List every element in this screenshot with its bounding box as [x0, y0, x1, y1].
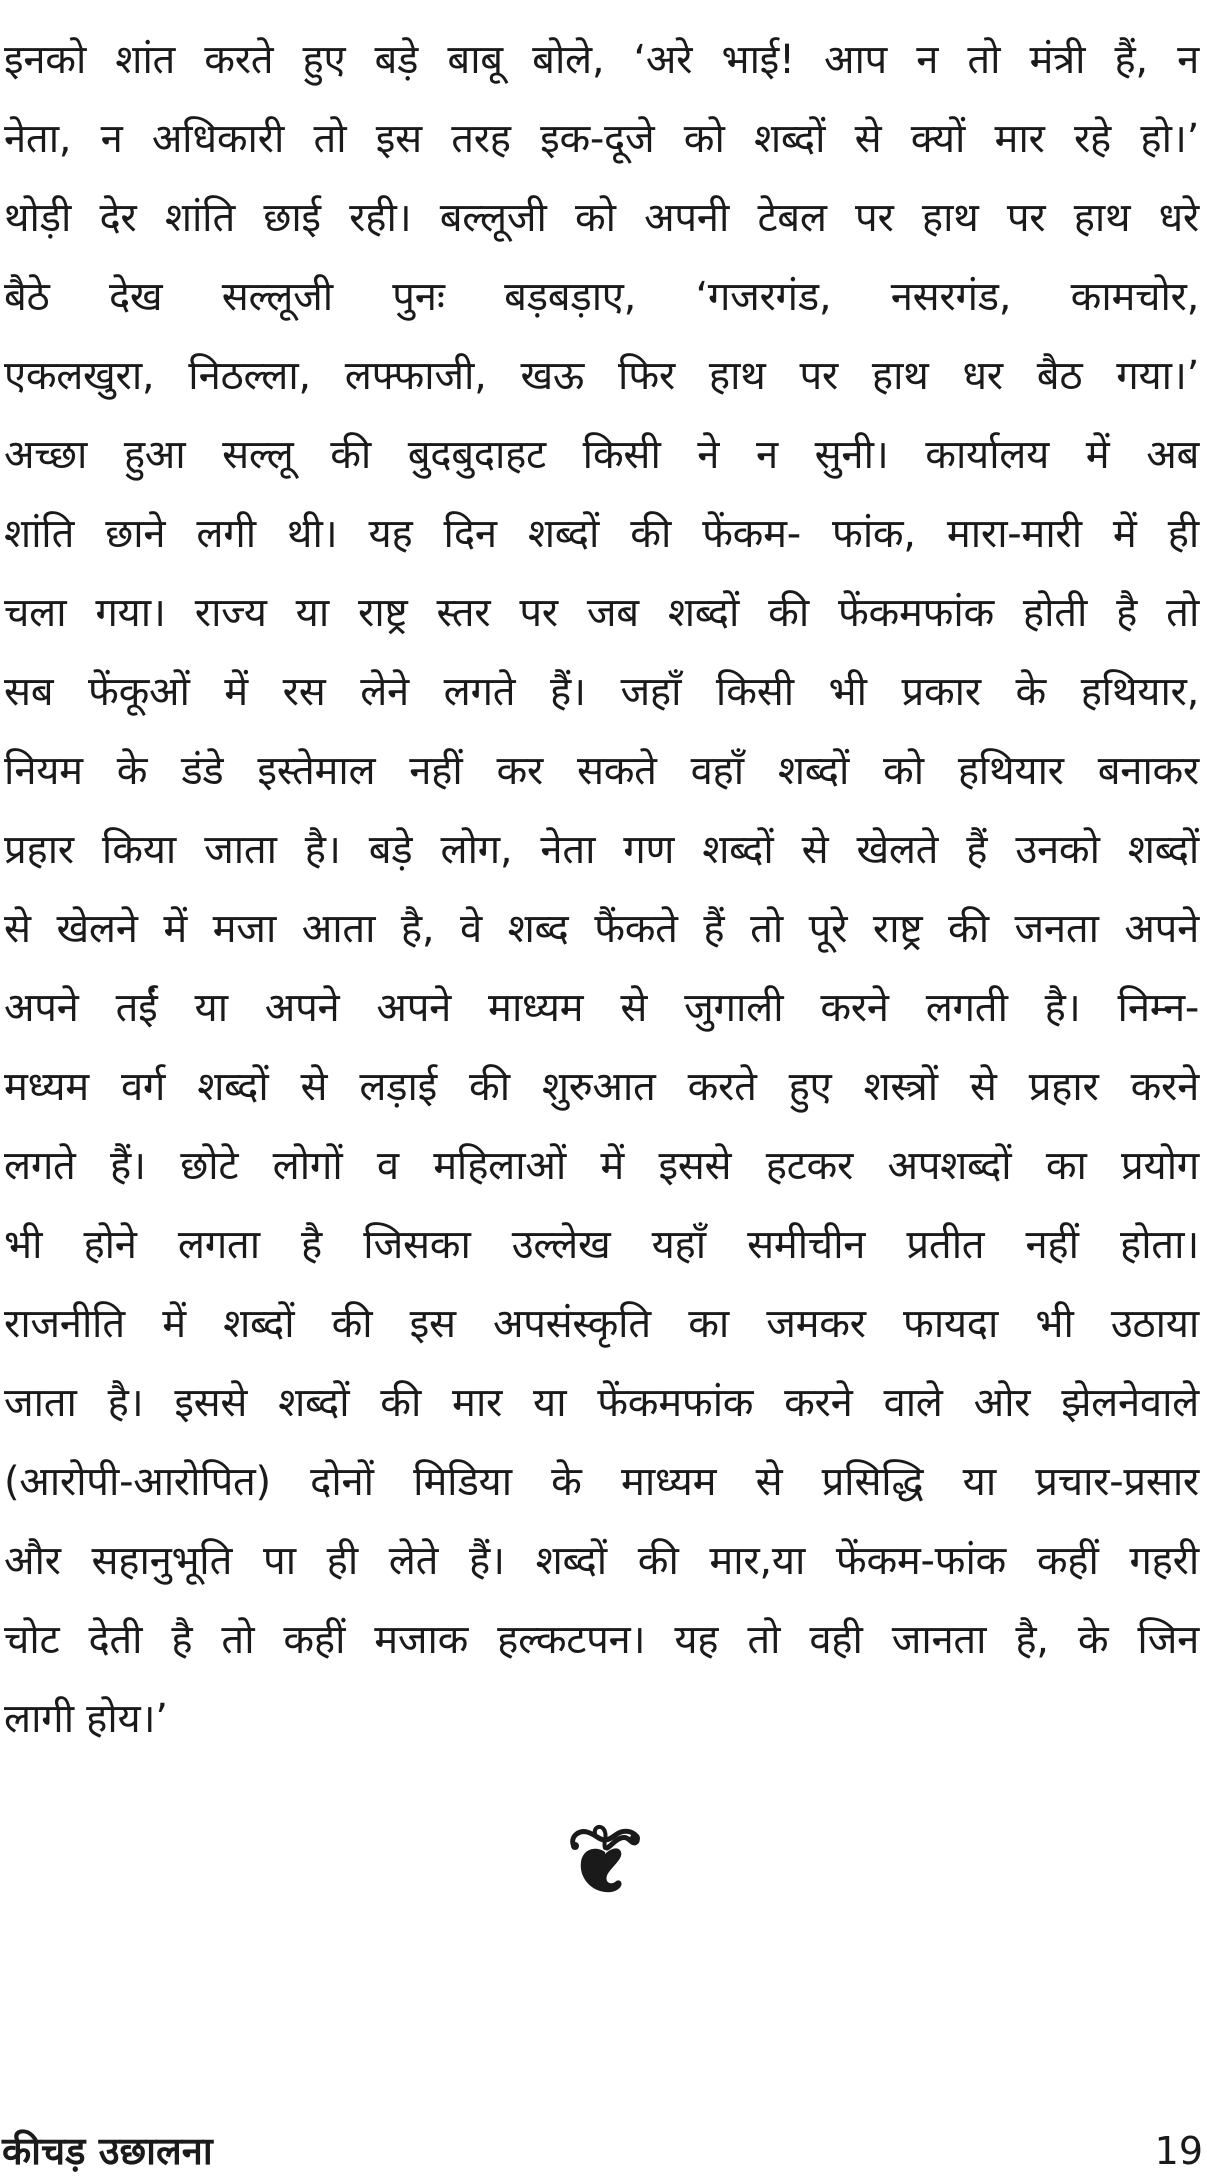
text-line: राजनीति में शब्दों की इस अपसंस्कृति का जमकर फायदा भी उठाया [4, 1301, 1199, 1347]
text-line: मध्यम वर्ग शब्दों से लड़ाई की शुरुआत करते हुए शस्त्रों से प्रहार करने [4, 1064, 1199, 1110]
text-line: प्रहार किया जाता है। बड़े लोग, नेता गण शब्दों से खेलते हैं उनको शब्दों [4, 827, 1199, 873]
text-line: अच्छा हुआ सल्लू की बुदबुदाहट किसी ने न सुनी। कार्यालय में अब [4, 432, 1199, 478]
text-line: अपने तईं या अपने अपने माध्यम से जुगाली करने लगती है। निम्न- [4, 985, 1199, 1031]
text-line: जाता है। इससे शब्दों की मार या फेंकमफांक करने वाले ओर झेलनेवाले [4, 1380, 1199, 1426]
page-number: 19 [1154, 2129, 1203, 2173]
text-line: चोट देती है तो कहीं मजाक हल्कटपन। यह तो वही जानता है, के जिन [4, 1617, 1199, 1663]
text-line: (आरोपी-आरोपित) दोनों मिडिया के माध्यम से प्रसिद्धि या प्रचार-प्रसार [4, 1459, 1199, 1505]
text-line: चला गया। राज्य या राष्ट्र स्तर पर जब शब्दों की फेंकमफांक होती है तो [4, 590, 1199, 636]
fleuron-icon [565, 1820, 645, 1900]
text-line: सब फेंकूओं में रस लेने लगते हैं। जहाँ किसी भी प्रकार के हथियार, [4, 669, 1199, 715]
text-line: बैठे देख सल्लूजी पुनः बड़बड़ाए, ‘गजरगंड, नसरगंड, कामचोर, [4, 274, 1199, 320]
text-line: एकलखुरा, निठल्ला, लफ्फाजी, खऊ फिर हाथ पर हाथ धर बैठ गया।’ [4, 353, 1199, 399]
running-footer-title: कीचड़ उछालना [2, 2129, 213, 2173]
text-line: नियम के डंडे इस्तेमाल नहीं कर सकते वहाँ शब्दों को हथियार बनाकर [4, 748, 1199, 794]
text-line: लगते हैं। छोटे लोगों व महिलाओं में इससे हटकर अपशब्दों का प्रयोग [4, 1143, 1199, 1189]
text-line: और सहानुभूति पा ही लेते हैं। शब्दों की मार,या फेंकम-फांक कहीं गहरी [4, 1538, 1199, 1584]
text-line: से खेलने में मजा आता है, वे शब्द फैंकते हैं तो पूरे राष्ट्र की जनता अपने [4, 906, 1199, 952]
text-line: भी होने लगता है जिसका उल्लेख यहाँ समीचीन प्रतीत नहीं होता। [4, 1222, 1199, 1268]
text-line: इनको शांत करते हुए बड़े बाबू बोले, ‘अरे भाई! आप न तो मंत्री हैं, न [4, 37, 1199, 83]
text-line: शांति छाने लगी थी। यह दिन शब्दों की फेंकम- फांक, मारा-मारी में ही [4, 511, 1199, 557]
text-line: थोड़ी देर शांति छाई रही। बल्लूजी को अपनी टेबल पर हाथ पर हाथ धरे [4, 195, 1199, 241]
text-line: नेता, न अधिकारी तो इस तरह इक-दूजे को शब्दों से क्यों मार रहे हो।’ [4, 116, 1199, 162]
text-line: लागी होय।’ [4, 1696, 168, 1742]
